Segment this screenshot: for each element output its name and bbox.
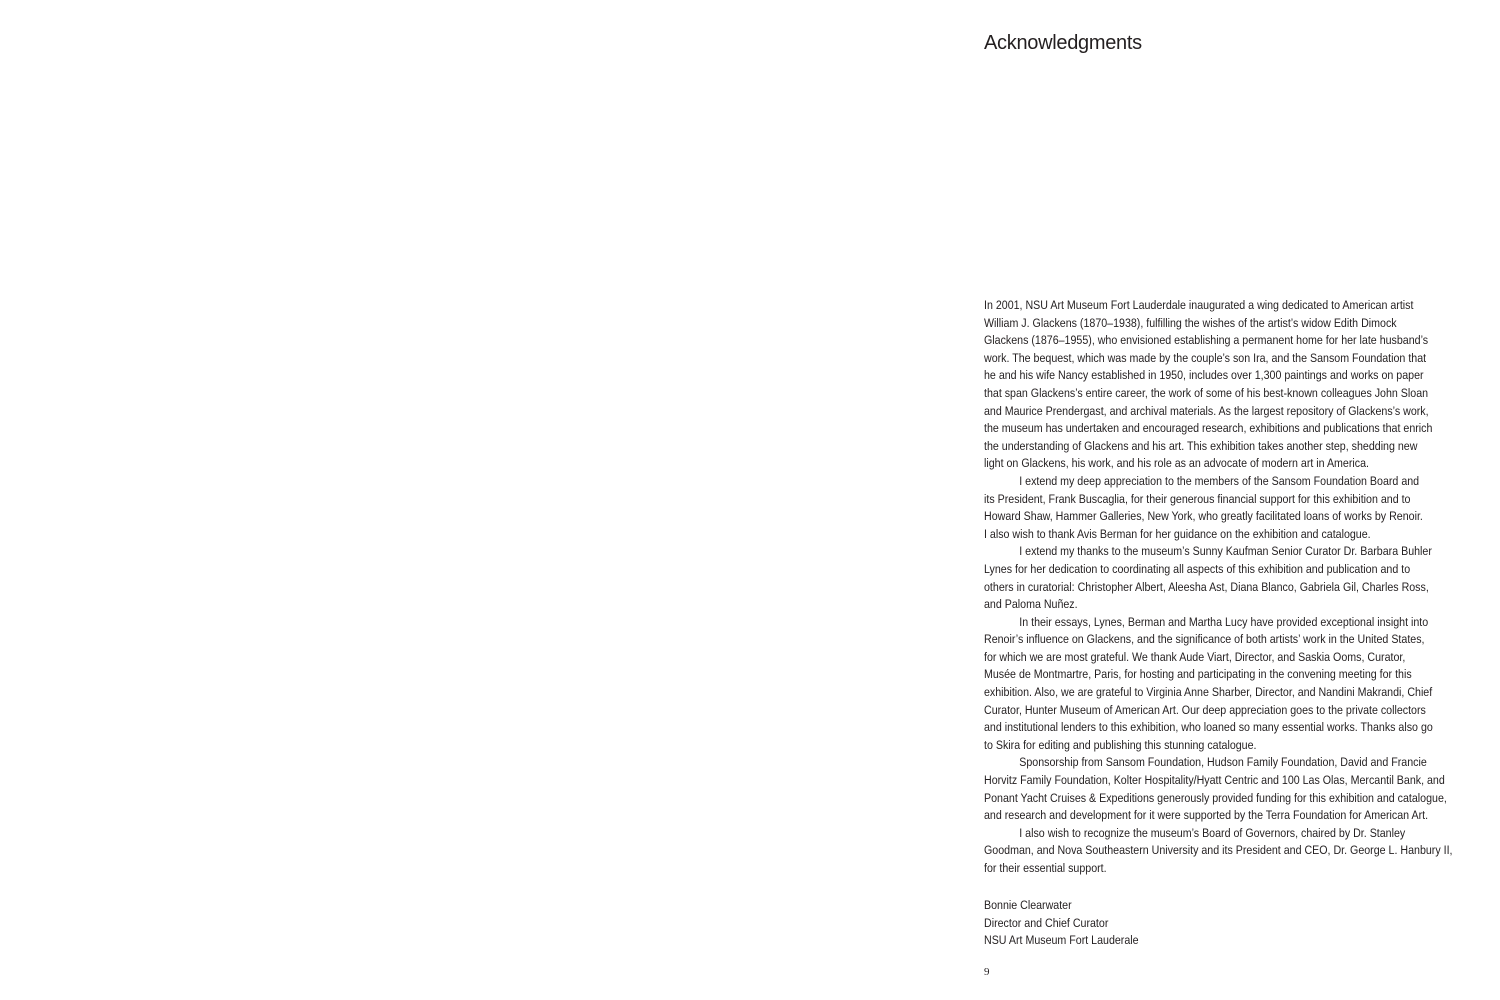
signature-line: NSU Art Museum Fort Lauderale	[984, 933, 1139, 948]
text-line: William J. Glackens (1870–1938), fulfilling the wishes of the artist’s widow Edith Dimock	[984, 315, 1397, 330]
text-line: and institutional lenders to this exhibition, who loaned so many essential works. Thanks also go	[984, 720, 1433, 735]
signature-block	[984, 897, 1164, 950]
paragraph	[984, 473, 1500, 543]
text-line: its President, Frank Buscaglia, for their generous financial support for this exhibition and to	[984, 491, 1411, 506]
text-line: and research and development for it were supported by the Terra Foundation for American Art.	[984, 808, 1429, 823]
text-line: In 2001, NSU Art Museum Fort Lauderdale inaugurated a wing dedicated to American artist	[984, 298, 1414, 312]
paragraph	[984, 614, 1500, 755]
text-line: Renoir’s influence on Glackens, and the significance of both artists’ work in the United States,	[984, 632, 1425, 647]
text-line: to Skira for editing and publishing this stunning catalogue.	[984, 737, 1257, 752]
text-line: I extend my thanks to the museum’s Sunny Kaufman Senior Curator Dr. Barbara Buhler	[1019, 544, 1432, 559]
paragraph	[984, 825, 1500, 878]
text-line: Goodman, and Nova Southeastern University and its President and CEO, Dr. George L. Hanbury II,	[984, 843, 1453, 858]
text-line: and Maurice Prendergast, and archival materials. As the largest repository of Glackens’s work,	[984, 403, 1429, 418]
signature-line: Bonnie Clearwater	[984, 898, 1072, 912]
page-number: 9	[984, 966, 990, 978]
text-line: Horvitz Family Foundation, Kolter Hospitality/Hyatt Centric and 100 Las Olas, Mercantil Bank, and	[984, 773, 1445, 788]
text-line: light on Glackens, his work, and his role as an advocate of modern art in America.	[984, 456, 1369, 471]
text-line: Ponant Yacht Cruises & Expeditions generously provided funding for this exhibition and catalogue,	[984, 790, 1447, 805]
text-line: and Paloma Nuñez.	[984, 597, 1078, 612]
text-line: Sponsorship from Sansom Foundation, Hudson Family Foundation, David and Francie	[1019, 755, 1427, 770]
paragraph	[984, 754, 1500, 824]
page-title: Acknowledgments	[984, 32, 1142, 54]
text-line: exhibition. Also, we are grateful to Virginia Anne Sharber, Director, and Nandini Makrandi, Chief	[984, 685, 1433, 700]
text-line: Curator, Hunter Museum of American Art. Our deep appreciation goes to the private collectors	[984, 702, 1426, 717]
paragraph	[984, 543, 1500, 613]
text-line: he and his wife Nancy established in 1950, includes over 1,300 paintings and works on paper	[984, 368, 1424, 383]
paragraph	[984, 297, 1500, 473]
text-line: work. The bequest, which was made by the couple’s son Ira, and the Sansom Foundation that	[984, 350, 1427, 365]
text-line: Lynes for her dedication to coordinating all aspects of this exhibition and publication and to	[984, 561, 1411, 576]
text-line: Howard Shaw, Hammer Galleries, New York, who greatly facilitated loans of works by Renoir.	[984, 509, 1423, 524]
text-line: I also wish to recognize the museum’s Board of Governors, chaired by Dr. Stanley	[1019, 825, 1406, 840]
text-line: I extend my deep appreciation to the members of the Sansom Foundation Board and	[1019, 473, 1420, 488]
text-line: the museum has undertaken and encouraged research, exhibitions and publications that enrich	[984, 421, 1433, 436]
text-line: the understanding of Glackens and his art. This exhibition takes another step, shedding new	[984, 438, 1418, 453]
text-line: Glackens (1876–1955), who envisioned establishing a permanent home for her late husband’s	[984, 333, 1429, 348]
text-line: for which we are most grateful. We thank Aude Viart, Director, and Saskia Ooms, Curator,	[984, 649, 1406, 664]
text-line: In their essays, Lynes, Berman and Martha Lucy have provided exceptional insight into	[1019, 614, 1429, 629]
signature-line: Director and Chief Curator	[984, 915, 1109, 930]
body-text	[984, 297, 1500, 878]
text-line: I also wish to thank Avis Berman for her guidance on the exhibition and catalogue.	[984, 526, 1371, 541]
text-line: Musée de Montmartre, Paris, for hosting and participating in the convening meeting for this	[984, 667, 1412, 682]
text-line: that span Glackens’s entire career, the work of some of his best-known colleagues John Sloan	[984, 385, 1429, 400]
text-line: others in curatorial: Christopher Albert, Aleesha Ast, Diana Blanco, Gabriela Gil, Charles Ross,	[984, 579, 1429, 594]
text-line: for their essential support.	[984, 861, 1107, 875]
